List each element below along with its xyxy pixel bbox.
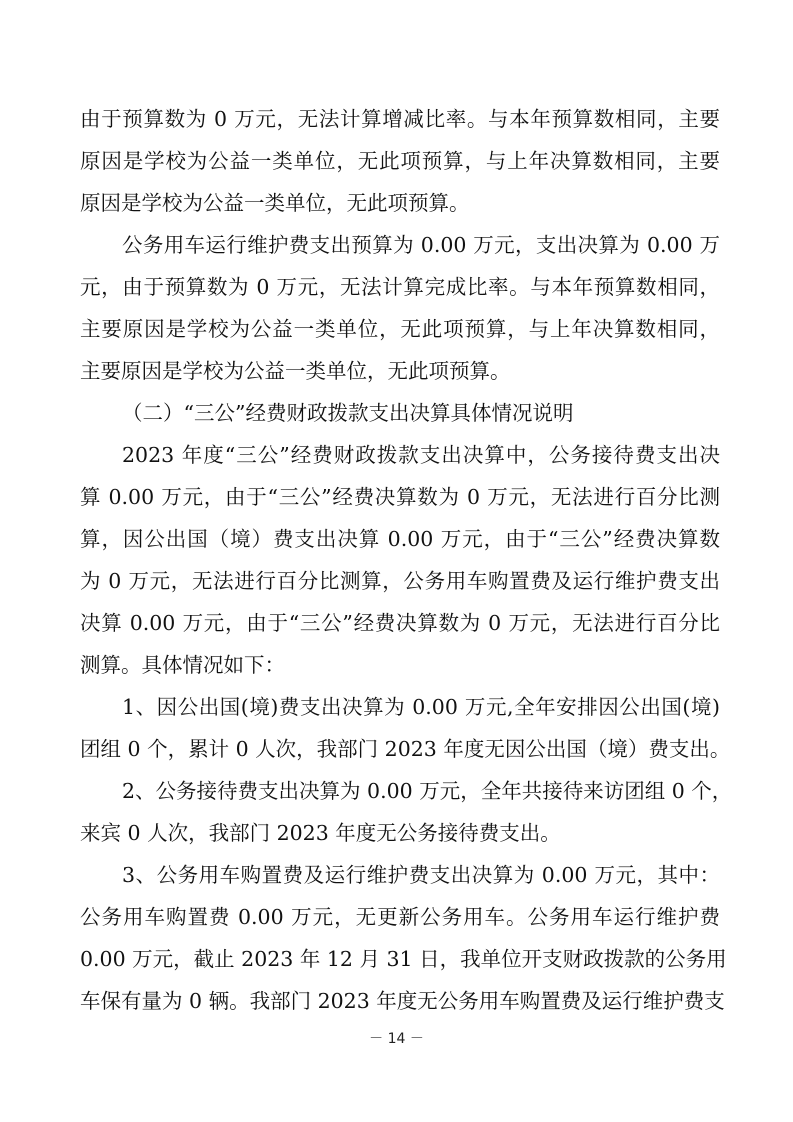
paragraph-line: 主要原因是学校为公益一类单位，无此项预算。 [80,359,511,383]
paragraph-line: 1、因公出国(境)费支出决算为 0.00 万元,全年安排因公出国(境) [122,695,720,719]
paragraph-line: 车保有量为 0 辆。我部门 2023 年度无公务用车购置费及运行维护费支 [80,989,725,1013]
paragraph-line: 算 0.00 万元，由于“三公”经费决算数为 0 万元，无法进行百分比测 [80,485,720,509]
paragraph-line: 决算 0.00 万元，由于“三公”经费决算数为 0 万元，无法进行百分比 [80,611,720,635]
paragraph-line: 为 0 万元，无法进行百分比测算，公务用车购置费及运行维护费支出 [80,569,720,593]
paragraph-line: 主要原因是学校为公益一类单位，无此项预算，与上年决算数相同， [80,317,720,341]
paragraph-line: 算，因公出国（境）费支出决算 0.00 万元，由于“三公”经费决算数 [80,527,720,551]
paragraph-line: 2023 年度“三公”经费财政拨款支出决算中，公务接待费支出决 [122,443,720,467]
paragraph-line: 测算。具体情况如下： [80,653,285,677]
page-number: － 14 － [369,1031,424,1047]
paragraph-line: 来宾 0 人次，我部门 2023 年度无公务接待费支出。 [80,821,561,845]
paragraph-line: 0.00 万元，截止 2023 年 12 月 31 日，我单位开支财政拨款的公务用 [80,947,727,971]
paragraph-line: 团组 0 个，累计 0 人次，我部门 2023 年度无因公出国（境）费支出。 [80,737,731,761]
paragraph-line: 元，由于预算数为 0 万元，无法计算完成比率。与本年预算数相同， [80,275,720,299]
paragraph-line: 3、公务用车购置费及运行维护费支出决算为 0.00 万元，其中： [122,863,720,887]
paragraph-line: 原因是学校为公益一类单位，无此项预算，与上年决算数相同，主要 [80,149,720,173]
paragraph-line: 原因是学校为公益一类单位，无此项预算。 [80,191,470,215]
paragraph-line: 公务用车运行维护费支出预算为 0.00 万元，支出决算为 0.00 万 [122,233,720,257]
paragraph-line: 公务用车购置费 0.00 万元，无更新公务用车。公务用车运行维护费 [80,905,720,929]
paragraph-line: 2、公务接待费支出决算为 0.00 万元，全年共接待来访团组 0 个， [122,779,733,803]
paragraph-line: 由于预算数为 0 万元，无法计算增减比率。与本年预算数相同，主要 [80,107,720,131]
section-heading: （二）“三公”经费财政拨款支出决算具体情况说明 [122,401,574,425]
